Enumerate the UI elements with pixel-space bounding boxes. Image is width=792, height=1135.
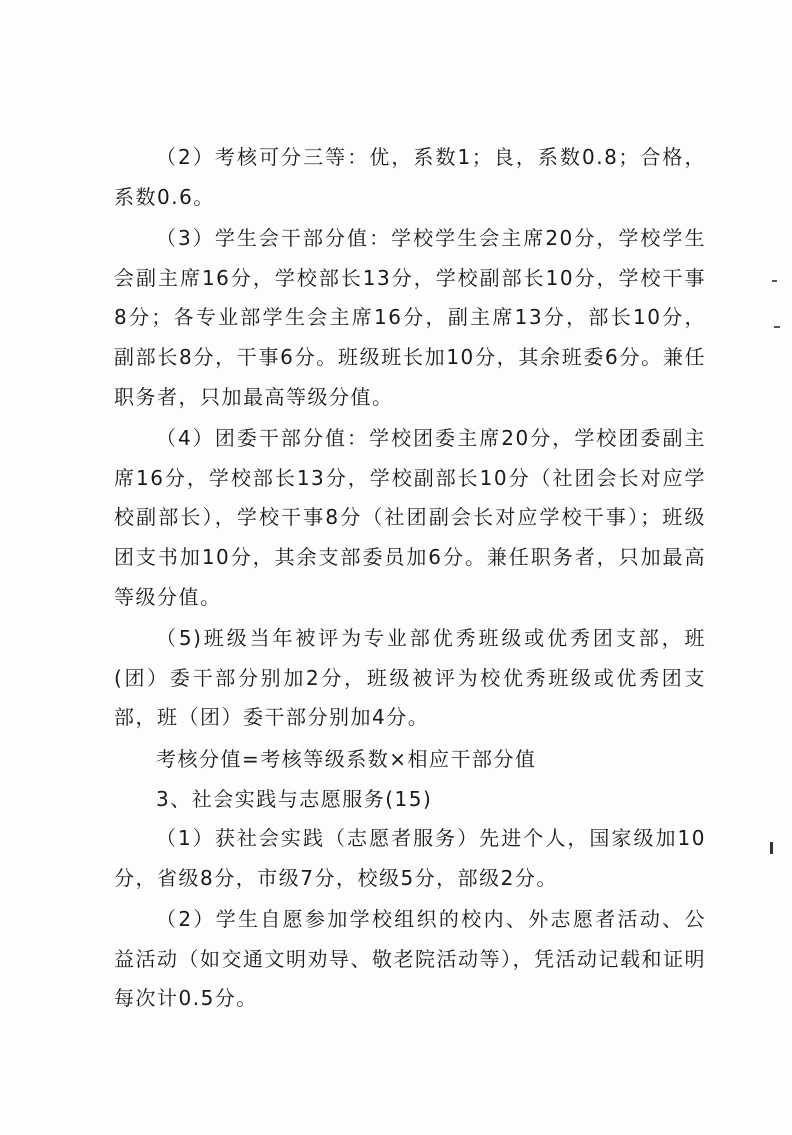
scan-artifact-mark [770,842,773,854]
paragraph-advanced-individual: （1）获社会实践（志愿者服务）先进个人，国家级加10分，省级8分，市级7分，校级5分，部级2分。 [114,826,706,890]
document-body [114,138,706,1021]
section-heading-social-practice: 3、社会实践与志愿服务(15) [156,786,433,811]
paragraph-excellent-class-bonus: （5)班级当年被评为专业部优秀班级或优秀团支部，班(团）委干部分别加2分，班级被评为校优秀班级或优秀团支部，班（团）委干部分别加4分。 [114,626,706,730]
paragraph-volunteer-activities: （2）学生自愿参加学校组织的校内、外志愿者活动、公益活动（如交通文明劝导、敬老院活动等），凭活动记载和证明每次计0.5分。 [114,907,706,1011]
scan-artifact-mark [774,326,780,328]
paragraph-league-committee-scores: （4）团委干部分值：学校团委主席20分，学校团委副主席16分，学校部长13分，学校副部长10分（社团会长对应学校副部长），学校干事8分（社团副会长对应学校干事）；班级团支书加10分，其余支部委员加6分。兼任职务者，只加最高等级分值。 [114,426,706,609]
paragraph-rating-grades: （2）考核可分三等：优，系数1；良，系数0.8；合格，系数0.6。 [114,145,706,209]
paragraph-score-formula: 考核分值=考核等级系数×相应干部分值 [156,746,537,771]
paragraph-student-union-scores: （3）学生会干部分值：学校学生会主席20分，学校学生会副主席16分，学校部长13分，学校副部长10分，学校干事8分；各专业部学生会主席16分，副主席13分，部长10分，副部长8分，干事6分。班级班长加10分，其余班委6分。兼任职务者，只加最高等级分值。 [114,226,706,409]
scan-artifact-mark [772,280,777,282]
